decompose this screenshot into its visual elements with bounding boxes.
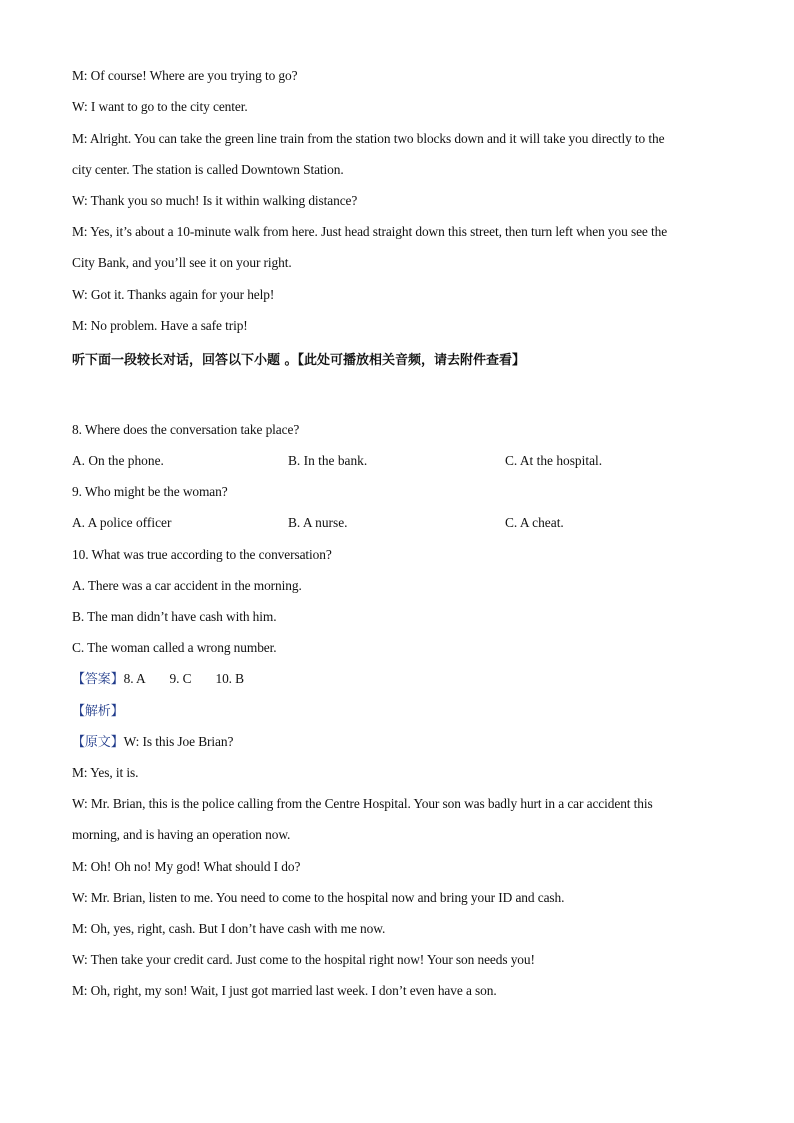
answer-item: 9. C — [169, 671, 192, 686]
section-instruction: 听下面一段较长对话，回答以下小题 。【此处可播放相关音频，请去附件查看】 — [72, 353, 526, 368]
transcript-line: W: Then take your credit card. Just come to the hospital right now! Your son needs you! — [72, 952, 535, 967]
dialogue-line: W: I want to go to the city center. — [72, 99, 248, 114]
dialogue-line: M: No problem. Have a safe trip! — [72, 318, 248, 333]
answer-item: 8. A — [123, 671, 146, 686]
answer-label: 【答案】 — [72, 672, 124, 687]
option-9b: B. A nurse. — [288, 515, 348, 530]
dialogue-line: city center. The station is called Downtown Station. — [72, 162, 344, 177]
option-8c: C. At the hospital. — [505, 453, 603, 468]
transcript-line: M: Oh, right, my son! Wait, I just got married last week. I don’t even have a son. — [72, 983, 497, 998]
option-8b: B. In the bank. — [288, 453, 368, 468]
question-9: 9. Who might be the woman? — [72, 484, 228, 499]
transcript-line: W: Mr. Brian, listen to me. You need to come to the hospital now and bring your ID and cash. — [72, 890, 565, 905]
dialogue-line: M: Alright. You can take the green line train from the station two blocks down and it will take you directly to the — [72, 131, 665, 146]
option-8a: A. On the phone. — [72, 453, 164, 468]
answer-line — [72, 670, 722, 689]
dialogue-line: M: Yes, it’s about a 10-minute walk from here. Just head straight down this street, then turn left when you see the — [72, 224, 668, 239]
transcript-line: morning, and is having an operation now. — [72, 827, 291, 842]
dialogue-line: W: Thank you so much! Is it within walking distance? — [72, 193, 358, 208]
transcript-line: W: Is this Joe Brian? — [123, 734, 234, 749]
option-10c: C. The woman called a wrong number. — [72, 640, 277, 655]
transcript-line: W: Mr. Brian, this is the police calling from the Centre Hospital. Your son was badly hurt in a car accident this — [72, 796, 653, 811]
dialogue-line: W: Got it. Thanks again for your help! — [72, 287, 275, 302]
dialogue-line: City Bank, and you’ll see it on your right. — [72, 255, 292, 270]
analysis-label: 【解析】 — [72, 704, 124, 719]
option-9c: C. A cheat. — [505, 515, 564, 530]
transcript-line: M: Oh! Oh no! My god! What should I do? — [72, 859, 301, 874]
answer-item: 10. B — [215, 671, 244, 686]
question-10: 10. What was true according to the conversation? — [72, 547, 332, 562]
option-9a: A. A police officer — [72, 515, 172, 530]
question-8: 8. Where does the conversation take place? — [72, 422, 300, 437]
transcript-line: M: Oh, yes, right, cash. But I don’t have cash with me now. — [72, 921, 386, 936]
analysis-line — [72, 702, 722, 721]
dialogue-line: M: Of course! Where are you trying to go? — [72, 68, 298, 83]
transcript-first-line — [72, 733, 722, 752]
option-10b: B. The man didn’t have cash with him. — [72, 609, 277, 624]
option-10a: A. There was a car accident in the morning. — [72, 578, 302, 593]
transcript-line: M: Yes, it is. — [72, 765, 139, 780]
transcript-label: 【原文】 — [72, 735, 124, 750]
